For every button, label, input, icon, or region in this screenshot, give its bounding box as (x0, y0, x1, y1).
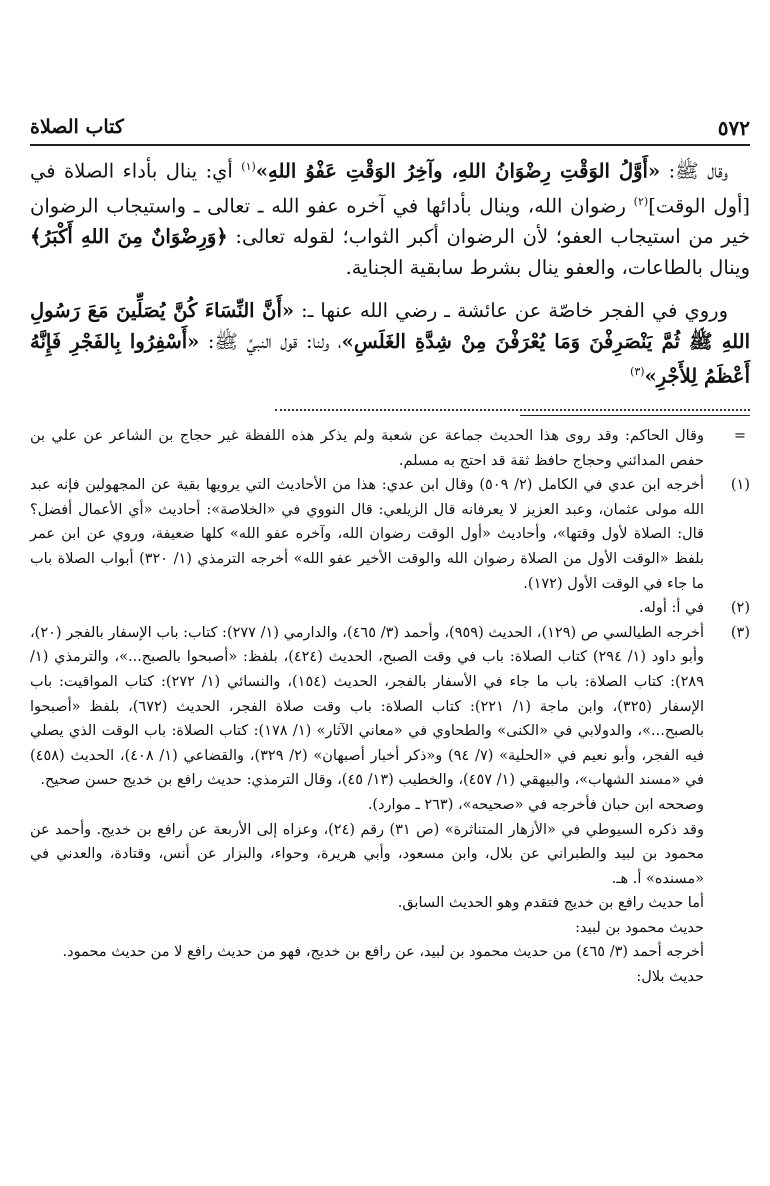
footnote-line: وقد ذكره السيوطي في «الأزهار المتناثرة» (ص ٣١) رقم (٢٤)، وعزاه إلى الأربعة عن رافع بن خديج. وأحمد عن محمود بن لبيد والطبراني عن بلال، وابن مسعود، وأبي هريرة، وحواء، والبزار عن أنس، وقتادة، والعدني في «مسنده» أ. هـ. (30, 821, 704, 887)
footnote-ref-2[interactable]: (٢) (633, 195, 649, 208)
footnote-number: (٣) (730, 624, 750, 641)
footnote-number: (١) (730, 477, 750, 494)
footnote-line: أخرجه أحمد (٣/ ٤٦٥) من حديث محمود بن لبيد، عن رافع بن خديج، فهو من حديث رافع لا من حديث محمود. (62, 944, 704, 961)
paragraph-1 (30, 152, 750, 283)
text-run: وقال ﷺ: (660, 159, 729, 183)
footnote-continuation (30, 424, 750, 473)
quran-verse: ﴿وَرِضْوَانٌ مِنَ اللهِ أَكْبَرُ﴾ (30, 225, 228, 248)
footnote-text: في أ: أوله. (639, 600, 704, 617)
footnote-separator (520, 415, 750, 416)
text-run: ، ولنا: قول النبيِّ ﷺ: (199, 329, 342, 353)
footnote-ref-1[interactable]: (١) (241, 160, 256, 173)
text-run: أي: ينال بأداء الصلاة في [أول الوقت] (30, 159, 751, 218)
footnote-line: أما حديث رافع بن خديج فتقدم وهو الحديث السابق. (397, 895, 704, 912)
main-text (30, 152, 750, 411)
text-run: وينال بالطاعات، والعفو ينال بشرط سابقية الجناية. (345, 255, 750, 279)
footnote-line: حديث محمود بن لبيد: (575, 919, 704, 936)
footnote-ref-3[interactable]: (٣) (630, 365, 645, 378)
text-run: وروي في الفجر خاصّة عن عائشة ـ رضي الله عنها ـ: (294, 299, 729, 322)
continuation-mark: = (733, 428, 746, 444)
footnote-line: حديث بلال: (636, 969, 704, 986)
running-title: كتاب الصلاة (30, 116, 124, 138)
paragraph-2 (30, 296, 750, 392)
footnote-line: أخرجه الطيالسي ص (١٢٩)، الحديث (٩٥٩)، وأحمد (٣/ ٤٦٥)، والدارمي (١/ ٢٧٧): كتاب: باب الإسفار بالفجر (٢٠)، وأبو داود (١/ ٢٩٤) كتاب الصلاة: باب في وقت الصبح، الحديث (٤٢٤)، بلفظ: «أصبحوا بالصبح...»، والترمذي (١/ ٢٨٩): كتاب الصلاة: باب ما جاء في الأسفار بالفجر، الحديث (١٥٤)، والنسائي (١/ ٢٧٢): كتاب المواقيت: باب الإسفار (٣٢٥)، وابن ماجة (١/ ٢٢١): كتاب الصلاة: باب وقت صلاة الفجر، الحديث (٦٧٢)، بلفظ «أصبحوا بالصبح...»، والدولابي في «الكنى» والطحاوي في «معاني الآثار» (١/ ١٧٨): كتاب الصلاة: باب الوقت الذي يصلي فيه الفجر، وأبو نعيم في «الحلية» (٧/ ٩٤) و«ذكر أخبار أصبهان» (٢/ ٣٢٩)، والقضاعي (١/ ٤٠٨)، الحديث (٤٥٨) في «مسند الشهاب»، والبيهقي (١/ ٤٥٧)، والخطيب (١٣/ ٤٥)، وقال الترمذي: حديث رافع بن خديج حسن صحيح. (30, 624, 705, 789)
footnote-text: أخرجه ابن عدي في الكامل (٢/ ٥٠٩) وقال ابن عدي: هذا من الأحاديث التي يرويها بقية عن المجهولين فإنه عبد الله مولى عثمان، وعبد العزيز لا يعرفانه قال الزيلعي: قال النووي في «الخلاصة»: أحاديث «أي الأعمال أفضل؟ قال: الصلاة لأول وقتها»، وأحاديث «أول الوقت رضوان الله، وآخره عفو الله» كلها ضعيفة، وروي عن ابن عمر بلفظ «الوقت الأول من الصلاة رضوان الله والوقت الأخير عفو الله» أخرجه الترمذي (١/ ٣٢٠) أبواب الصلاة باب ما جاء في الوقت الأول (١٧٢). (30, 477, 705, 592)
book-page (30, 0, 750, 1186)
footnote-line: وصححه ابن حبان فأخرجه في «صحيحه»، (٢٦٣ ـ موارد). (367, 796, 704, 813)
footnote-text: وقال الحاكم: وقد روى هذا الحديث جماعة عن شعبة ولم يذكر هذه اللفظة غير حجاج بن الشاعر عن علي بن حفص المدائني وحجاج حافظ ثقة قد احتج به مسلم. (30, 428, 704, 469)
text-run: رضوان الله، وينال بأدائها في آخره عفو الله ـ تعالى ـ واستيجاب الرضوان خير من استيجاب العفو؛ لأن الرضوان أكبر الثواب؛ لقوله تعالى: (30, 194, 751, 248)
footnote-3 (30, 621, 750, 990)
footnotes (30, 424, 750, 990)
dotted-line (275, 399, 750, 411)
hadith-quote: «أَوَّلُ الوَقْتِ رِضْوَانُ اللهِ، وآخِرُ الوَقْتِ عَفْوُ اللهِ» (255, 159, 661, 183)
footnote-number: (٢) (730, 600, 750, 617)
hadith-quote: «أَنَّ النِّسَاءَ كُنَّ يُصَلِّينَ مَعَ رَسُولِ اللهِ ﷺ ثُمَّ يَنْصَرِفْنَ وَمَا يُعْرَفْنَ مِنْ شِدَّةِ الغَلَسِ» (30, 299, 750, 353)
footnote-2 (30, 596, 750, 621)
footnote-1 (30, 473, 750, 596)
page-number: ٥٧٢ (717, 116, 750, 140)
hadith-quote: «أَسْفِرُوا بِالفَجْرِ فَإِنَّهُ أَعْظَمُ لِلأَجْرِ» (30, 329, 750, 388)
page-header (30, 114, 750, 146)
